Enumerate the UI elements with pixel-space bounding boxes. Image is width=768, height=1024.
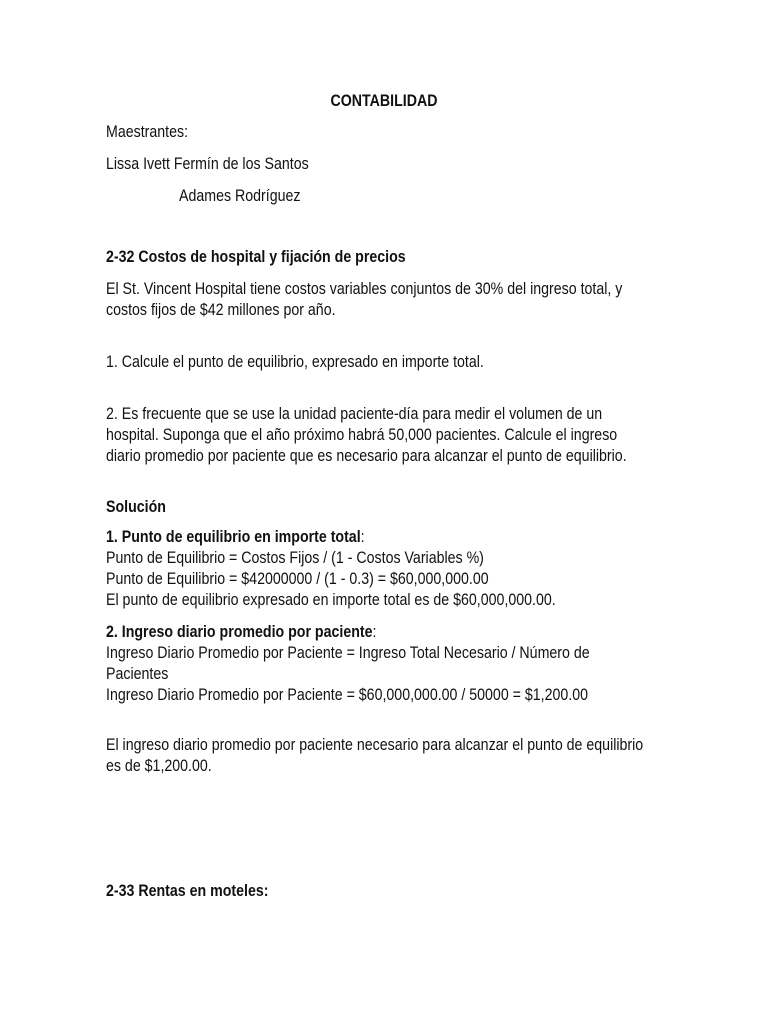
part-1-heading-text: 1. Punto de equilibrio en importe total: [106, 528, 361, 546]
solution-line: Ingreso Diario Promedio por Paciente = $60,000,000.00 / 50000 = $1,200.00: [106, 686, 589, 704]
part-2-heading-text: 2. Ingreso diario promedio por paciente: [106, 623, 373, 641]
solution-line: Pacientes: [106, 665, 169, 683]
solution-heading: Solución: [106, 498, 166, 516]
heading-colon: :: [372, 623, 377, 641]
solution-line: Punto de Equilibrio = Costos Fijos / (1 - Costos Variables %): [106, 549, 484, 567]
author-name: Adames Rodríguez: [179, 187, 301, 205]
problem-heading: 2-32 Costos de hospital y fijación de precios: [106, 248, 406, 266]
question-2-line: diario promedio por paciente que es necesario para alcanzar el punto de equilibrio.: [106, 447, 627, 465]
next-problem-heading: 2-33 Rentas en moteles:: [106, 882, 269, 900]
heading-colon: :: [360, 528, 365, 546]
solution-line: El punto de equilibrio expresado en importe total es de $60,000,000.00.: [106, 591, 556, 609]
question-1: 1. Calcule el punto de equilibrio, expresado en importe total.: [106, 353, 484, 371]
document-title: CONTABILIDAD: [330, 92, 438, 110]
question-2-line: hospital. Suponga que el año próximo habrá 50,000 pacientes. Calcule el ingreso: [106, 426, 618, 444]
conclusion-line: es de $1,200.00.: [106, 757, 212, 775]
solution-part-1-heading: [106, 527, 365, 548]
question-2-line: 2. Es frecuente que se use la unidad paciente-día para medir el volumen de un: [106, 405, 603, 423]
solution-line: Ingreso Diario Promedio por Paciente = Ingreso Total Necesario / Número de: [106, 644, 590, 662]
author-name: Lissa Ivett Fermín de los Santos: [106, 155, 309, 173]
solution-line: Punto de Equilibrio = $42000000 / (1 - 0.3) = $60,000,000.00: [106, 570, 489, 588]
problem-statement-line: El St. Vincent Hospital tiene costos variables conjuntos de 30% del ingreso total, y: [106, 280, 623, 298]
solution-part-2-heading: [106, 622, 376, 643]
problem-statement-line: costos fijos de $42 millones por año.: [106, 301, 336, 319]
conclusion-line: El ingreso diario promedio por paciente necesario para alcanzar el punto de equilibrio: [106, 736, 644, 754]
authors-label: Maestrantes:: [106, 123, 189, 141]
